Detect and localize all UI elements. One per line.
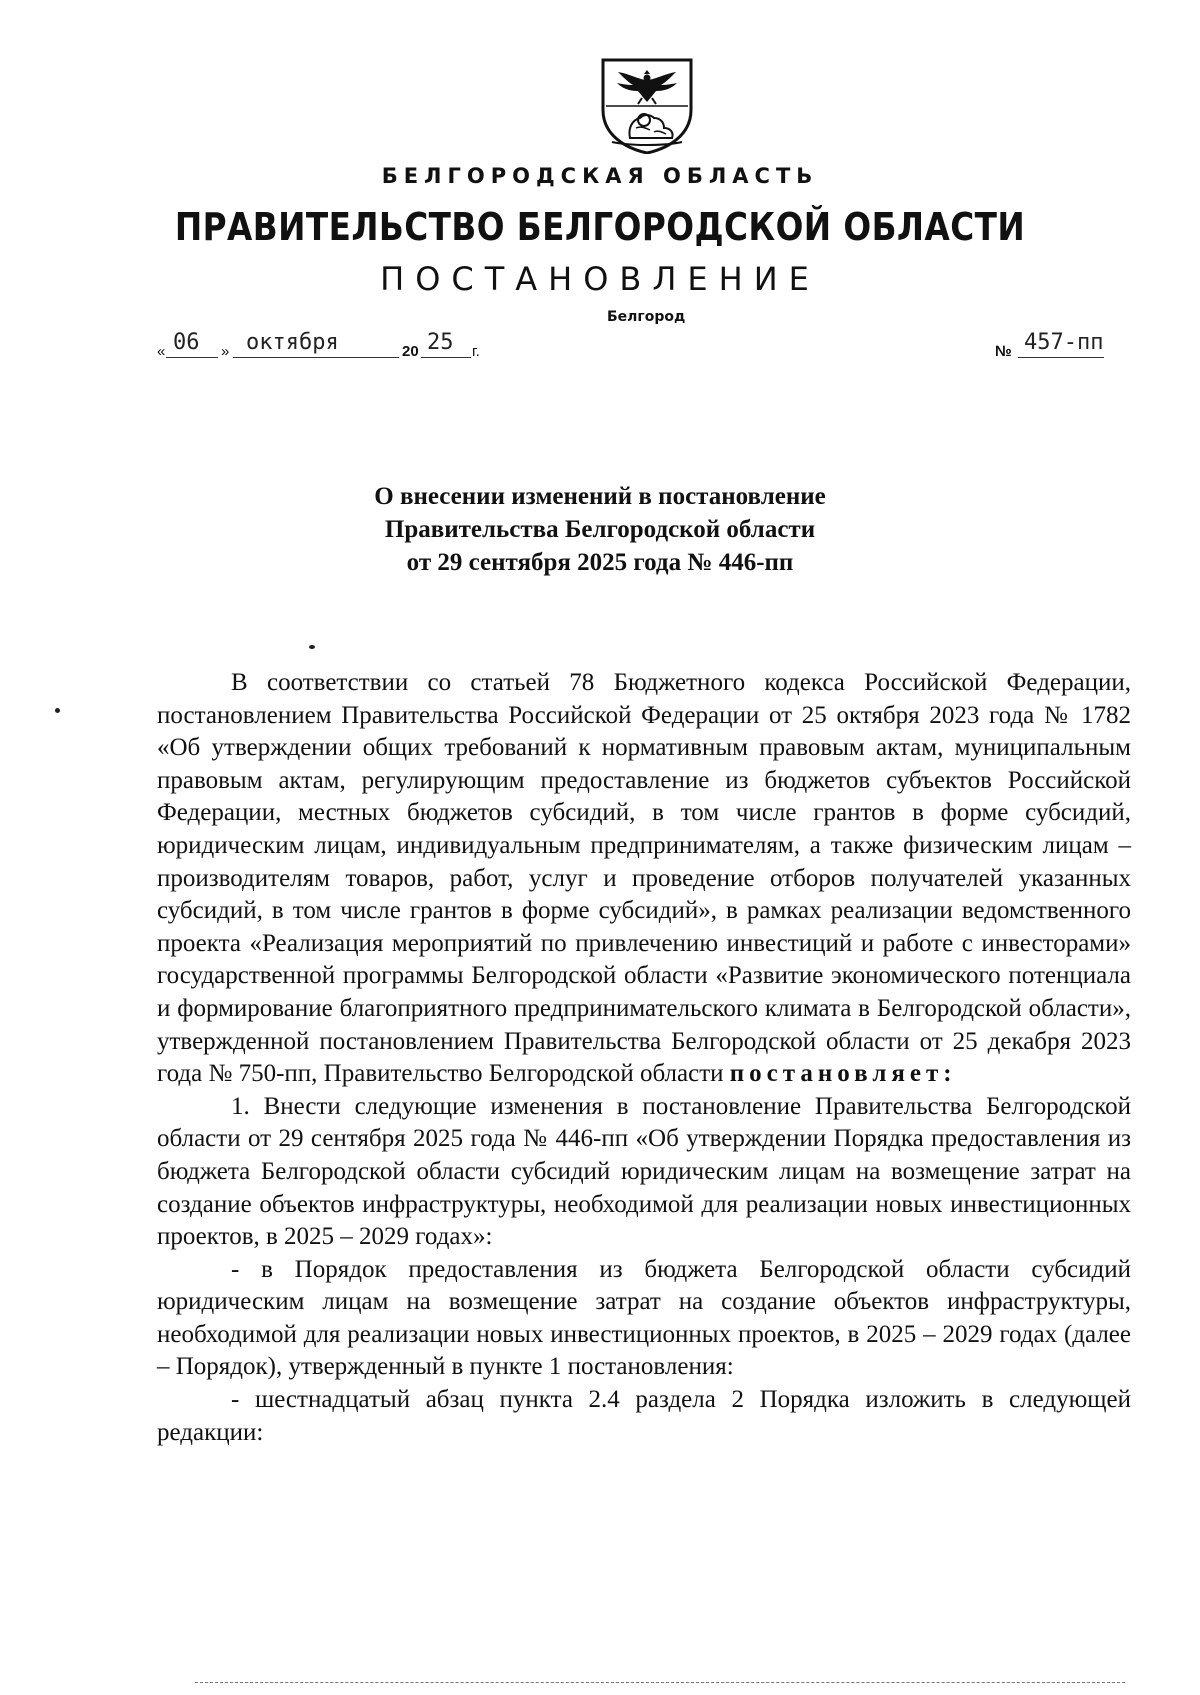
document-type-heading: ПОСТАНОВЛЕНИЕ xyxy=(380,260,820,298)
preamble-paragraph xyxy=(157,667,1131,1091)
year-mark: г. xyxy=(472,343,480,360)
date-close-quote: » xyxy=(221,343,230,360)
belgorod-coat-of-arms-icon xyxy=(600,58,694,154)
paragraph-sixteenth-clause: - шестнадцатый абзац пункта 2.4 раздела 2 Порядка изложить в следующей редакции: xyxy=(157,1386,1131,1446)
title-line-1: О внесении изменений в постановление xyxy=(374,483,826,510)
day-underline xyxy=(166,357,218,358)
document-number: 457-пп xyxy=(1024,330,1104,355)
preamble-text: В соответствии со статьей 78 Бюджетного кодекса Российской Федерации, постановлением Правительства Российской Федерации от 25 октября 2023 года № 1782 «Об утверждении общих требований к нормативным правовым актам, муниципальным правовым актам, регулирующим предоставление из бюджетов субъектов Российской Федерации, местных бюджетов субсидий, в том числе грантов в форме субсидий, юридическим лицам, индивидуальным предпринимателям, а также физическим лицам – производителям товаров, работ, услуг и проведение отборов получателей указанных субсидий, в том числе грантов в форме субсидий», в рамках реализации ведомственного проекта «Реализация мероприятий по привлечению инвестиций и работе с инвесторами» государственной программы Белгородской области «Развитие экономического потенциала и формирование благоприятного предпринимательского климата в Белгородской области», утвержденной постановлением Правительства Белгородской области от 25 декабря 2023 года № 750-пп, Правительство Белгородской области xyxy=(157,669,1131,1088)
scan-speck xyxy=(309,645,315,649)
bottom-scan-line xyxy=(195,1682,1125,1683)
region-heading: БЕЛГОРОДСКАЯ ОБЛАСТЬ xyxy=(381,164,819,188)
city-label: Белгород xyxy=(607,309,686,325)
title-line-2: Правительства Белгородской области xyxy=(384,516,816,543)
year-underline xyxy=(421,357,471,358)
document-body xyxy=(157,667,1131,1449)
document-title xyxy=(0,480,1200,579)
scan-speck xyxy=(55,708,60,713)
resolves-word: постановляет: xyxy=(729,1060,957,1088)
government-heading: ПРАВИТЕЛЬСТВО БЕЛГОРОДСКОЙ ОБЛАСТИ xyxy=(174,205,1026,249)
date-month: октября xyxy=(246,330,339,355)
year-prefix: 20 xyxy=(402,343,419,360)
month-underline xyxy=(233,357,399,358)
year-suffix: 25 xyxy=(427,330,454,355)
paragraph-amend-order: - в Порядок предоставления из бюджета Белгородской области субсидий юридическим лицам на возмещение затрат на создание объектов инфраструктуры, необходимой для реализации новых инвестиционных проектов, в 2025 – 2029 годах (далее – Порядок), утвержденный в пункте 1 постановления: xyxy=(157,1255,1131,1381)
title-line-3: от 29 сентября 2025 года № 446-пп xyxy=(406,549,794,576)
number-sign: № xyxy=(995,343,1012,360)
number-underline xyxy=(1018,357,1104,358)
date-day: 06 xyxy=(173,330,200,355)
date-open-quote: « xyxy=(157,343,166,360)
paragraph-item-1: 1. Внести следующие изменения в постановление Правительства Белгородской области от 29 сентября 2025 года № 446-пп «Об утверждении Порядка предоставления из бюджета Белгородской области субсидий юридическим лицам на возмещение затрат на создание объектов инфраструктуры, необходимой для реализации новых инвестиционных проектов, в 2025 – 2029 годах»: xyxy=(157,1092,1131,1251)
